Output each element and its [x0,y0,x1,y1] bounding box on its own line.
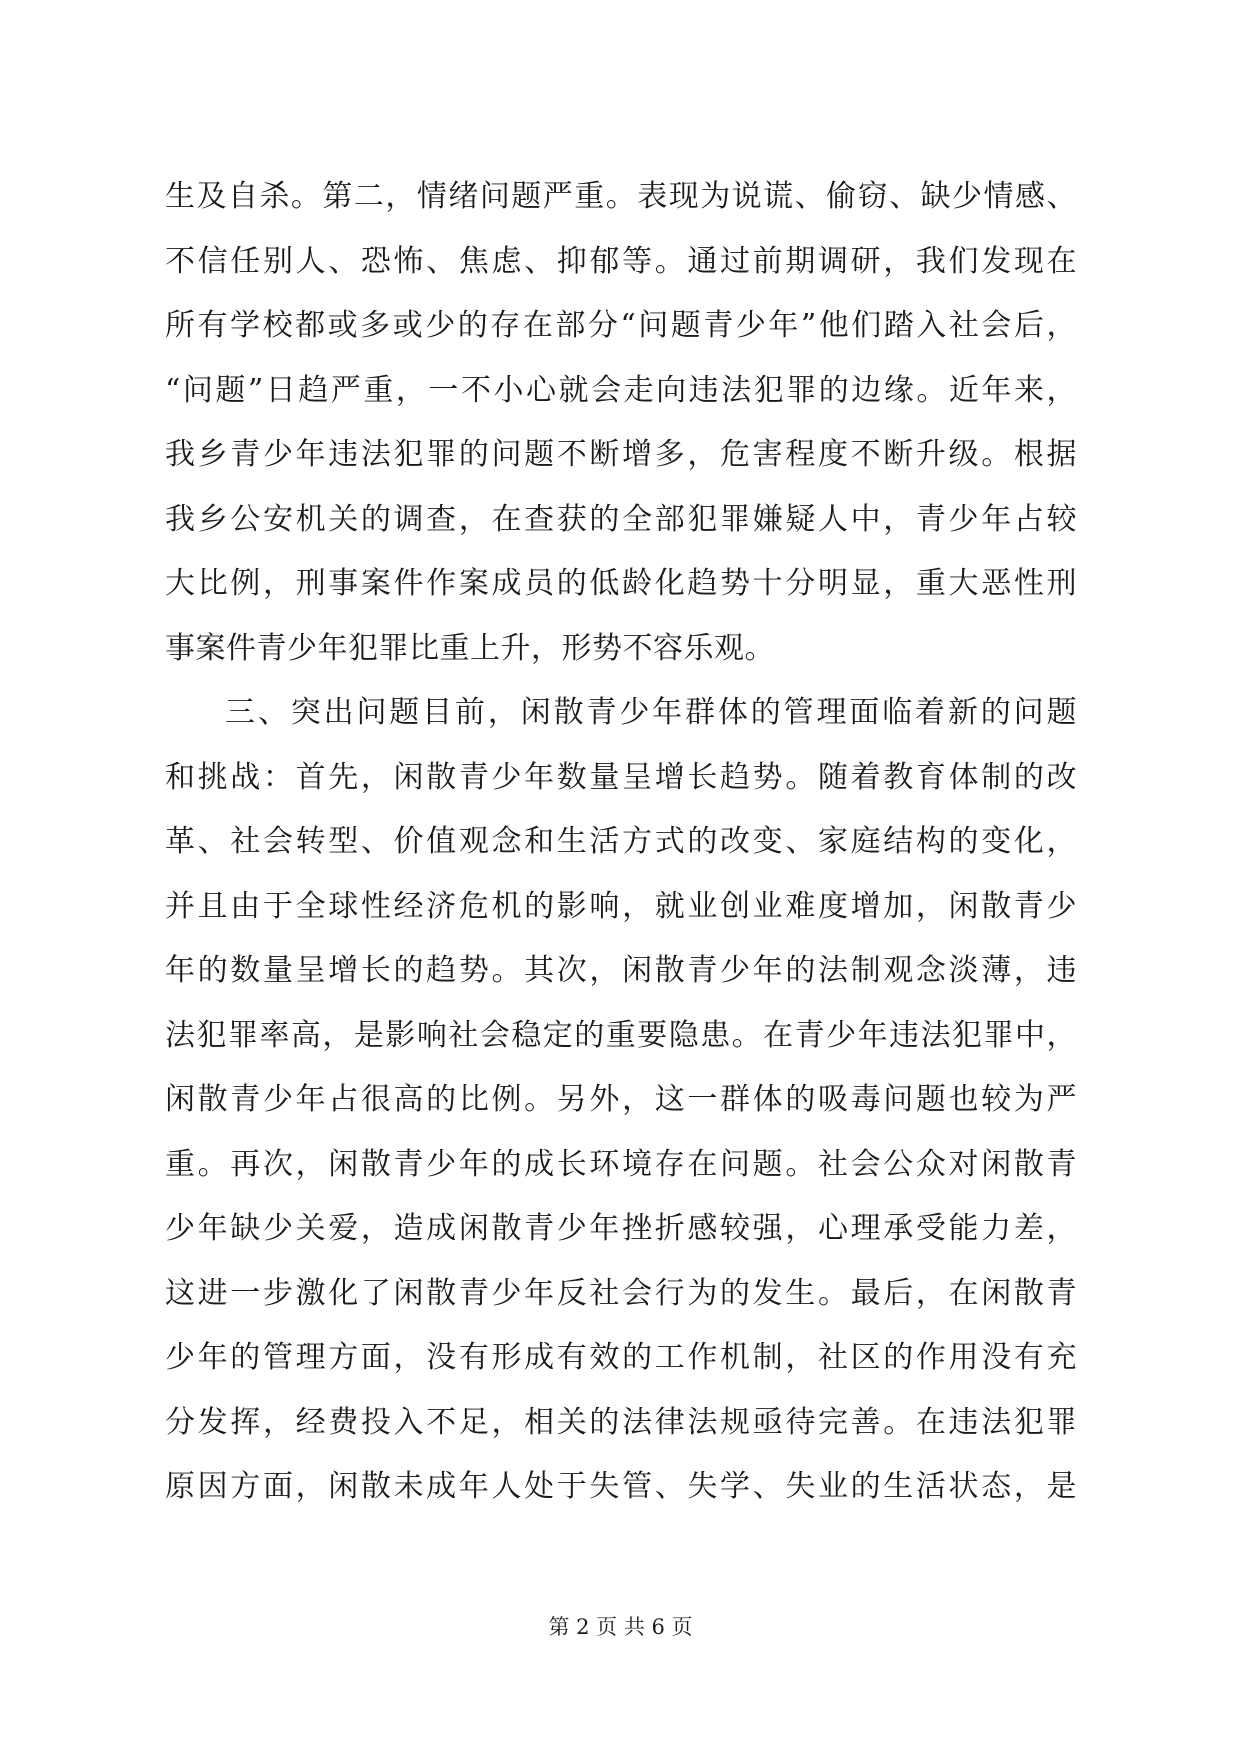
text-line: “问题”日趋严重，一不小心就会走向违法犯罪的边缘。近年来， [165,372,1077,408]
paragraph-end-line: 事案件青少年犯罪比重上升，形势不容乐观。 [165,630,775,666]
text-line: 少年的管理方面，没有形成有效的工作机制，社区的作用没有充 [165,1340,1077,1375]
text-line: 年的数量呈增长的趋势。其次，闲散青少年的法制观念淡薄，违 [165,953,1077,988]
text-line: 分发挥，经费投入不足，相关的法律法规亟待完善。在违法犯罪 [165,1404,1077,1440]
text-line: 和挑战：首先，闲散青少年数量呈增长趋势。随着教育体制的改 [165,759,1077,795]
paragraph-start-line: 三、突出问题目前，闲散青少年群体的管理面临着新的问题 [225,695,1077,730]
page-number-footer: 第 2 页 共 6 页 [548,1615,693,1639]
text-line: 大比例，刑事案件作案成员的低龄化趋势十分明显，重大恶性刑 [165,566,1077,601]
text-line: 革、社会转型、价值观念和生活方式的改变、家庭结构的变化， [165,824,1077,859]
text-line: 所有学校都或多或少的存在部分“问题青少年”他们踏入社会后， [165,308,1077,343]
text-line: 重。再次，闲散青少年的成长环境存在问题。社会公众对闲散青 [165,1146,1077,1182]
text-line: 法犯罪率高，是影响社会稳定的重要隐患。在青少年违法犯罪中， [165,1017,1077,1053]
text-line: 闲散青少年占很高的比例。另外，这一群体的吸毒问题也较为严 [165,1082,1077,1117]
text-line: 我乡青少年违法犯罪的问题不断增多，危害程度不断升级。根据 [165,437,1077,472]
text-line: 少年缺少关爱，造成闲散青少年挫折感较强，心理承受能力差， [165,1211,1077,1246]
text-line: 不信任别人、恐怖、焦虑、抑郁等。通过前期调研，我们发现在 [165,243,1077,279]
body-text [165,165,1077,1520]
text-line: 我乡公安机关的调查，在查获的全部犯罪嫌疑人中，青少年占较 [165,501,1077,537]
text-line: 原因方面，闲散未成年人处于失管、失学、失业的生活状态，是 [165,1469,1077,1504]
text-line: 这进一步激化了闲散青少年反社会行为的发生。最后，在闲散青 [165,1275,1077,1311]
text-line: 生及自杀。第二，情绪问题严重。表现为说谎、偷窃、缺少情感、 [165,179,1077,214]
text-line: 并且由于全球性经济危机的影响，就业创业难度增加，闲散青少 [165,888,1077,924]
